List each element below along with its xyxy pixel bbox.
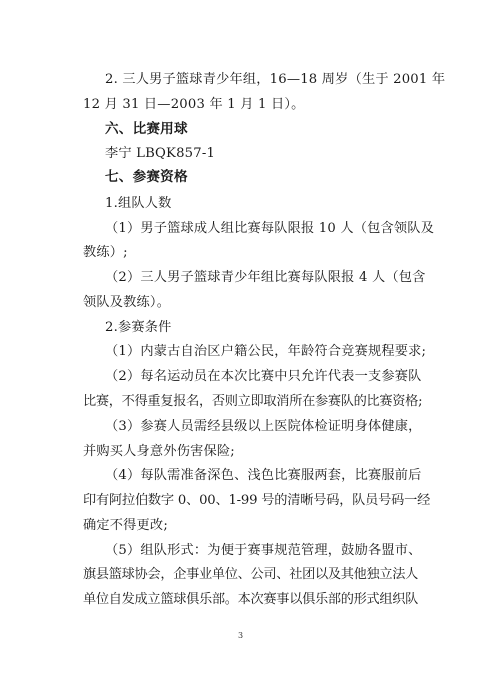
text-line-youth-team-limit-cont: 领队及教练）。	[83, 295, 171, 310]
text-line-condition-uniforms-cont: 确定不得更改;	[83, 518, 168, 533]
section-heading-ball: 六、比赛用球	[105, 121, 188, 137]
text-line-condition-residency: （1）内蒙古自治区户籍公民，年龄符合竞赛规程要求;	[105, 344, 427, 359]
text-line-youth-age-group: 2. 三人男子篮球青少年组，16—18 周岁（生于 2001 年	[105, 72, 446, 87]
text-line-ball-model: 李宁 LBQK857-1	[105, 146, 216, 161]
text-line-condition-health: （3）参赛人员需经县级以上医院体检证明身体健康，	[105, 419, 422, 434]
text-line-youth-team-limit: （2）三人男子篮球青少年组比赛每队限报 4 人（包含	[105, 270, 426, 285]
text-line-adult-team-limit-cont: 教练）;	[83, 245, 128, 260]
text-line-condition-health-cont: 并购买人身意外伤害保险;	[83, 444, 235, 459]
text-line-condition-team-form: （5）组队形式：为便于赛事规范管理，鼓励各盟市、	[105, 543, 422, 558]
text-line-condition-uniforms-numbers: 印有阿拉伯数字 0、00、1-99 号的清晰号码，队员号码一经	[83, 493, 431, 508]
subheading-team-size: 1.组队人数	[105, 196, 172, 211]
text-line-youth-birth-dates: 12 月 31 日—2003 年 1 月 1 日）。	[83, 97, 305, 112]
text-line-condition-uniforms: （4）每队需准备深色、浅色比赛服两套，比赛服前后	[105, 468, 422, 483]
subheading-entry-conditions: 2.参赛条件	[105, 320, 172, 335]
section-heading-eligibility: 七、参赛资格	[105, 169, 188, 185]
text-line-condition-single-team-cont: 比赛，不得重复报名，否则立即取消所在参赛队的比赛资格;	[83, 394, 423, 409]
text-line-condition-single-team: （2）每名运动员在本次比赛中只允许代表一支参赛队	[105, 369, 422, 384]
text-line-condition-team-form-cont1: 旗县篮球协会，企事业单位、公司、社团以及其他独立法人	[83, 567, 419, 582]
text-line-condition-team-form-cont2: 单位自发成立篮球俱乐部。本次赛事以俱乐部的形式组织队	[83, 592, 419, 607]
page-number: 3	[238, 631, 244, 640]
text-line-adult-team-limit: （1）男子篮球成人组比赛每队限报 10 人（包含领队及	[105, 221, 435, 236]
